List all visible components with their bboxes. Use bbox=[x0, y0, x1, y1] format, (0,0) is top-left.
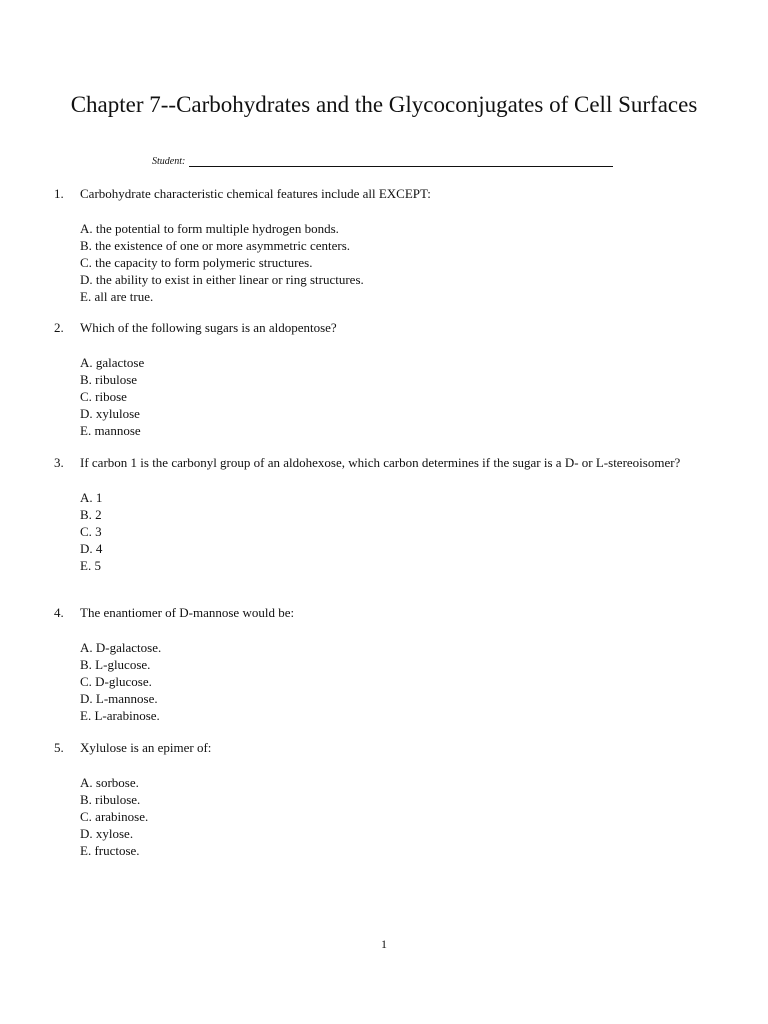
answer-option-c: C. ribose bbox=[80, 389, 127, 404]
answer-option-e: E. 5 bbox=[80, 558, 101, 573]
answer-options bbox=[80, 489, 704, 574]
answer-option-d: D. L-mannose. bbox=[80, 691, 158, 706]
question-text: Xylulose is an epimer of: bbox=[80, 740, 212, 755]
answer-options bbox=[80, 220, 704, 305]
answer-option-d: D. 4 bbox=[80, 541, 103, 556]
answer-option-b: B. L-glucose. bbox=[80, 657, 151, 672]
student-name-line bbox=[189, 156, 613, 167]
answer-option-a: A. the potential to form multiple hydrogen bonds. bbox=[80, 221, 339, 236]
question-1 bbox=[54, 185, 704, 305]
answer-option-e: E. L-arabinose. bbox=[80, 708, 160, 723]
answer-option-b: B. ribulose. bbox=[80, 792, 141, 807]
question-2 bbox=[54, 319, 704, 439]
answer-option-e: E. mannose bbox=[80, 423, 141, 438]
answer-option-d: D. the ability to exist in either linear or ring structures. bbox=[80, 272, 364, 287]
answer-option-e: E. all are true. bbox=[80, 289, 154, 304]
answer-option-d: D. xylose. bbox=[80, 826, 134, 841]
answer-option-a: A. D-galactose. bbox=[80, 640, 162, 655]
answer-option-d: D. xylulose bbox=[80, 406, 140, 421]
page-title: Chapter 7--Carbohydrates and the Glycoconjugates of Cell Surfaces bbox=[70, 92, 698, 117]
answer-option-b: B. 2 bbox=[80, 507, 102, 522]
answer-option-b: B. ribulose bbox=[80, 372, 138, 387]
answer-options bbox=[80, 774, 704, 859]
answer-option-b: B. the existence of one or more asymmetric centers. bbox=[80, 238, 351, 253]
answer-option-c: C. D-glucose. bbox=[80, 674, 152, 689]
answer-option-c: C. the capacity to form polymeric structures. bbox=[80, 255, 313, 270]
question-number: 1. bbox=[54, 186, 64, 201]
question-number: 5. bbox=[54, 740, 64, 755]
question-5 bbox=[54, 739, 704, 859]
student-label: Student: bbox=[152, 156, 186, 167]
question-4 bbox=[54, 604, 704, 724]
answer-option-e: E. fructose. bbox=[80, 843, 140, 858]
student-name-row bbox=[152, 156, 613, 167]
answer-options bbox=[80, 639, 704, 724]
question-text: If carbon 1 is the carbonyl group of an aldohexose, which carbon determines if the sugar is a D- or L-stereoisomer? bbox=[80, 455, 681, 470]
answer-option-c: C. arabinose. bbox=[80, 809, 149, 824]
question-text: Which of the following sugars is an aldopentose? bbox=[80, 320, 337, 335]
answer-option-a: A. 1 bbox=[80, 490, 103, 505]
question-number: 4. bbox=[54, 605, 64, 620]
answer-option-a: A. galactose bbox=[80, 355, 145, 370]
page-number: 1 bbox=[381, 937, 387, 951]
question-3 bbox=[54, 454, 704, 574]
question-text: The enantiomer of D-mannose would be: bbox=[80, 605, 295, 620]
question-text: Carbohydrate characteristic chemical features include all EXCEPT: bbox=[80, 186, 431, 201]
answer-option-a: A. sorbose. bbox=[80, 775, 139, 790]
answer-option-c: C. 3 bbox=[80, 524, 102, 539]
question-number: 3. bbox=[54, 455, 64, 470]
answer-options bbox=[80, 354, 704, 439]
question-number: 2. bbox=[54, 320, 64, 335]
